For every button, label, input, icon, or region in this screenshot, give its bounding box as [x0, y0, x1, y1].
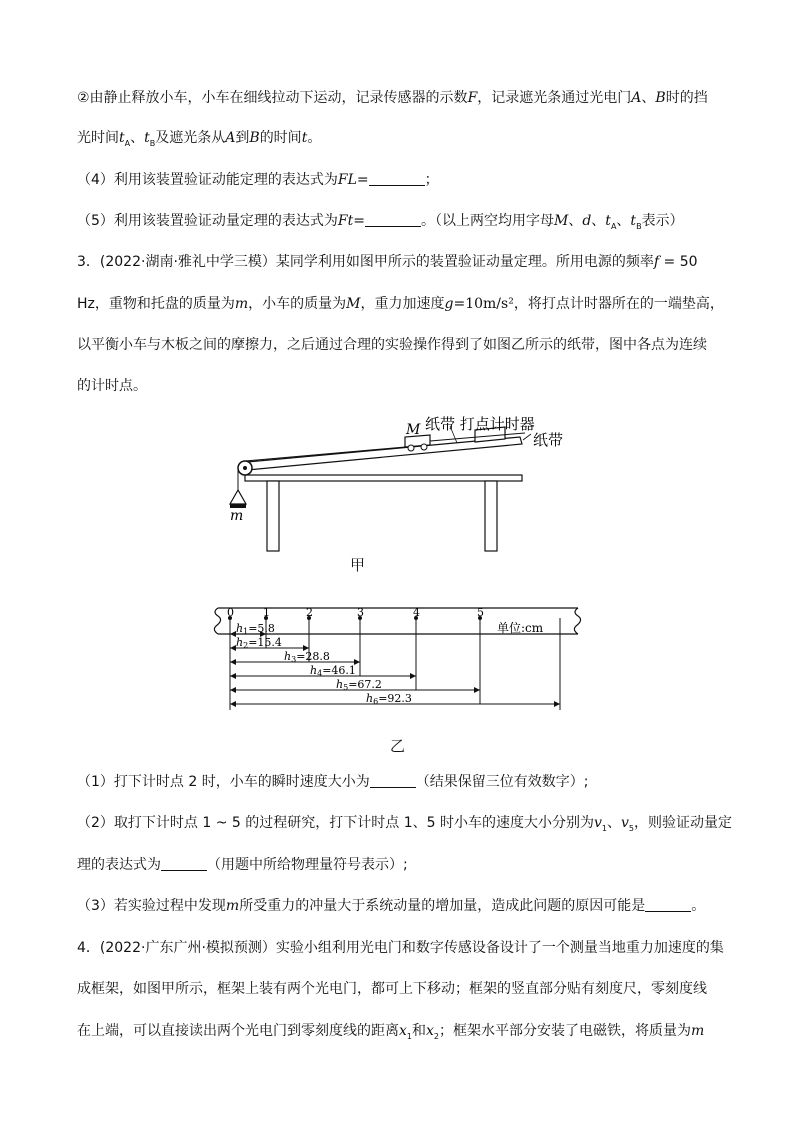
text-line: 理的表达式为 （用题中所给物理量符号表示）; — [77, 857, 408, 873]
arrow-head — [230, 673, 236, 679]
tape-point-label: 5 — [477, 606, 484, 619]
text-line: 成框架，如图甲所示，框架上装有两个光电门，都可上下移动；框架的竖直部分贴有刻度尺，零刻度线 — [77, 981, 707, 997]
distance-label-h2: h2=15.4 — [236, 636, 282, 650]
tape-point-label: 4 — [413, 606, 420, 619]
question-4: （4）利用该装置验证动能定理的表达式为FL= ； — [77, 172, 439, 188]
arrow-head — [474, 687, 480, 693]
label-tape: 纸带 — [533, 431, 564, 449]
figure-caption: 甲 — [350, 556, 366, 574]
unit-label: 单位:cm — [497, 621, 544, 635]
tape-point-label: 0 — [227, 606, 234, 619]
text-line: 的计时点。 — [77, 378, 147, 394]
distance-label-h4: h4=46.1 — [310, 664, 356, 678]
tape-point-label: 2 — [306, 606, 313, 619]
question-5: （5）利用该装置验证动量定理的表达式为Ft= 。（以上两空均用字母M、d、$t_A$、$t_B$表示） — [77, 213, 684, 231]
arrow-head — [230, 687, 236, 693]
distance-label-h5: h5=67.2 — [336, 678, 382, 692]
text-line: ②由静止释放小车，小车在细线拉动下运动，记录传感器的示数F，记录遮光条通过光电门A、B时的挡 — [77, 90, 708, 106]
distance-label-h3: h3=28.8 — [284, 650, 330, 664]
figure-caption: 乙 — [390, 737, 406, 755]
label-tape-timer: 纸带 打点计时器 — [425, 415, 535, 433]
problem-4-title: 4．(2022·广东广州·模拟预测）实验小组利用光电门和数字传感设备设计了一个测量当地重力加速度的集 — [77, 940, 724, 956]
distance-label-h1: h1=5.8 — [236, 622, 275, 636]
paper-tape-figure — [210, 602, 590, 722]
apparatus-figure — [225, 410, 565, 555]
text-line: 在上端，可以直接读出两个光电门到零刻度线的距离$x_1$和$x_2$；框架水平部分安装了电磁铁，将质量为m — [77, 1023, 705, 1041]
arrow-head — [230, 659, 236, 665]
answer-blank[interactable] — [161, 856, 207, 871]
answer-blank[interactable] — [370, 773, 416, 788]
tape-point-label: 1 — [263, 606, 270, 619]
arrow-head — [554, 701, 560, 707]
answer-blank[interactable] — [645, 897, 691, 912]
arrow-head — [410, 673, 416, 679]
question-3: （3）若实验过程中发现m所受重力的冲量大于系统动量的增加量，造成此问题的原因可能是 。 — [77, 898, 706, 914]
label-cart-mass: M — [406, 422, 421, 438]
arrow-head — [230, 701, 236, 707]
text-line: 光时间$t_A$、$t_B$及遮光条从A到B的时间t。 — [77, 130, 322, 148]
answer-blank[interactable] — [365, 212, 421, 227]
distance-label-h6: h6=92.3 — [366, 692, 412, 706]
problem-3-title: 3．(2022·湖南·雅礼中学三模）某同学利用如图甲所示的装置验证动量定理。所用电源的频率f = 50 — [77, 254, 698, 270]
question-2: （2）取打下计时点 1 ~ 5 的过程研究，打下计时点 1、5 时小车的速度大小分别为$v_1$、$v_5$，则验证动量定 — [77, 815, 732, 833]
answer-blank[interactable] — [369, 171, 425, 186]
label-weight-mass: m — [230, 508, 244, 524]
text-line: Hz，重物和托盘的质量为m，小车的质量为M，重力加速度g=10m/s²，将打点计时器所在的一端垫高， — [77, 296, 724, 312]
text-line: 以平衡小车与木板之间的摩擦力，之后通过合理的实验操作得到了如图乙所示的纸带，图中各点为连续 — [77, 337, 707, 353]
tape-point-label: 3 — [357, 606, 364, 619]
question-1: （1）打下计时点 2 时，小车的瞬时速度大小为 （结果保留三位有效数字）; — [77, 774, 589, 790]
